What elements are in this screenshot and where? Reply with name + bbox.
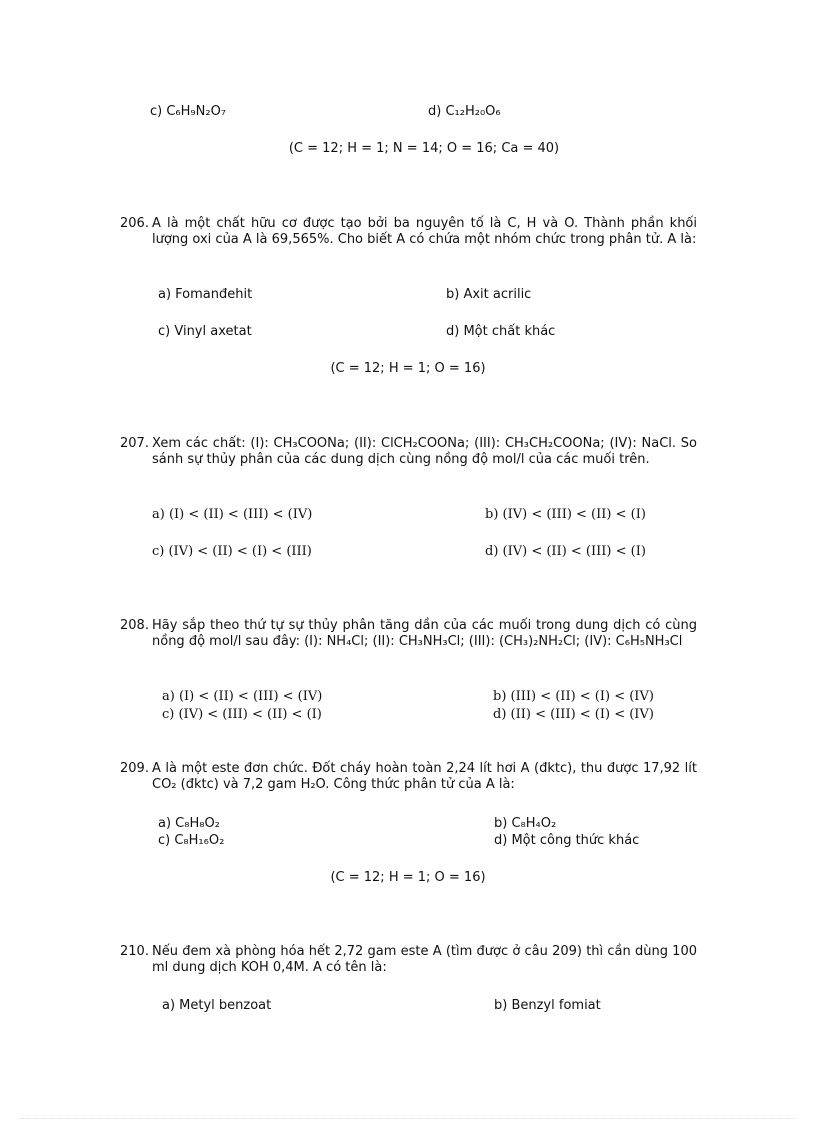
q210-option-a: a) Metyl benzoat <box>162 998 272 1013</box>
q207-option-d: d) (IV) < (II) < (III) < (I) <box>485 544 646 559</box>
q206-text: A là một chất hữu cơ được tạo bởi ba nguyên tố là C, H và O. Thành phần khối lượng oxi của A là 69,565%. Cho biết A có chứa một nhóm chức trong phân tử. A là: <box>152 216 697 247</box>
q209-option-d: d) Một công thức khác <box>494 833 640 848</box>
top-atomic-masses: (C = 12; H = 1; N = 14; O = 16; Ca = 40) <box>288 141 560 156</box>
q206-atomic-masses: (C = 12; H = 1; O = 16) <box>330 361 486 376</box>
q209-option-b: b) C₈H₄O₂ <box>494 816 557 831</box>
top-option-c: c) C₆H₉N₂O₇ <box>150 104 227 119</box>
q206-number: 206. <box>120 216 149 231</box>
q209-text: A là một este đơn chức. Đốt cháy hoàn toàn 2,24 lít hơi A (đktc), thu được 17,92 lít CO₂ (đktc) và 7,2 gam H₂O. Công thức phân tử của A là: <box>152 761 697 792</box>
q209-atomic-masses: (C = 12; H = 1; O = 16) <box>330 870 486 885</box>
q206-option-b: b) Axit acrilic <box>446 287 532 302</box>
q207-option-c: c) (IV) < (II) < (I) < (III) <box>152 544 312 559</box>
q209-number: 209. <box>120 761 149 776</box>
q208-option-d: d) (II) < (III) < (I) < (IV) <box>493 707 654 722</box>
q208-number: 208. <box>120 618 149 633</box>
top-option-d: d) C₁₂H₂₀O₆ <box>428 104 501 119</box>
q206-option-a: a) Fomanđehit <box>158 287 253 302</box>
q207-text: Xem các chất: (I): CH₃COONa; (II): ClCH₂COONa; (III): CH₃CH₂COONa; (IV): NaCl. So sánh sự thủy phân của các dung dịch cùng nồng độ mol/l của các muối trên. <box>152 436 697 467</box>
q206-option-c: c) Vinyl axetat <box>158 324 252 339</box>
q208-option-b: b) (III) < (II) < (I) < (IV) <box>493 689 654 704</box>
q208-option-a: a) (I) < (II) < (III) < (IV) <box>162 689 323 704</box>
q210-option-b: b) Benzyl fomiat <box>494 998 601 1013</box>
q210-number: 210. <box>120 944 149 959</box>
q208-option-c: c) (IV) < (III) < (II) < (I) <box>162 707 322 722</box>
q210-text: Nếu đem xà phòng hóa hết 2,72 gam este A (tìm được ở câu 209) thì cần dùng 100 ml dung dịch KOH 0,4M. A có tên là: <box>152 944 697 975</box>
q209-option-a: a) C₈H₈O₂ <box>158 816 220 831</box>
q209-option-c: c) C₈H₁₆O₂ <box>158 833 225 848</box>
q207-number: 207. <box>120 436 149 451</box>
q206-option-d: d) Một chất khác <box>446 324 556 339</box>
q207-option-b: b) (IV) < (III) < (II) < (I) <box>485 507 646 522</box>
q208-text: Hãy sắp theo thứ tự sự thủy phân tăng dần của các muối trong dung dịch có cùng nồng độ mol/l sau đây: (I): NH₄Cl; (II): CH₃NH₃Cl; (III): (CH₃)₂NH₂Cl; (IV): C₆H₅NH₃Cl <box>152 618 697 649</box>
q207-option-a: a) (I) < (II) < (III) < (IV) <box>152 507 313 522</box>
page-bottom-rule <box>20 1118 796 1119</box>
